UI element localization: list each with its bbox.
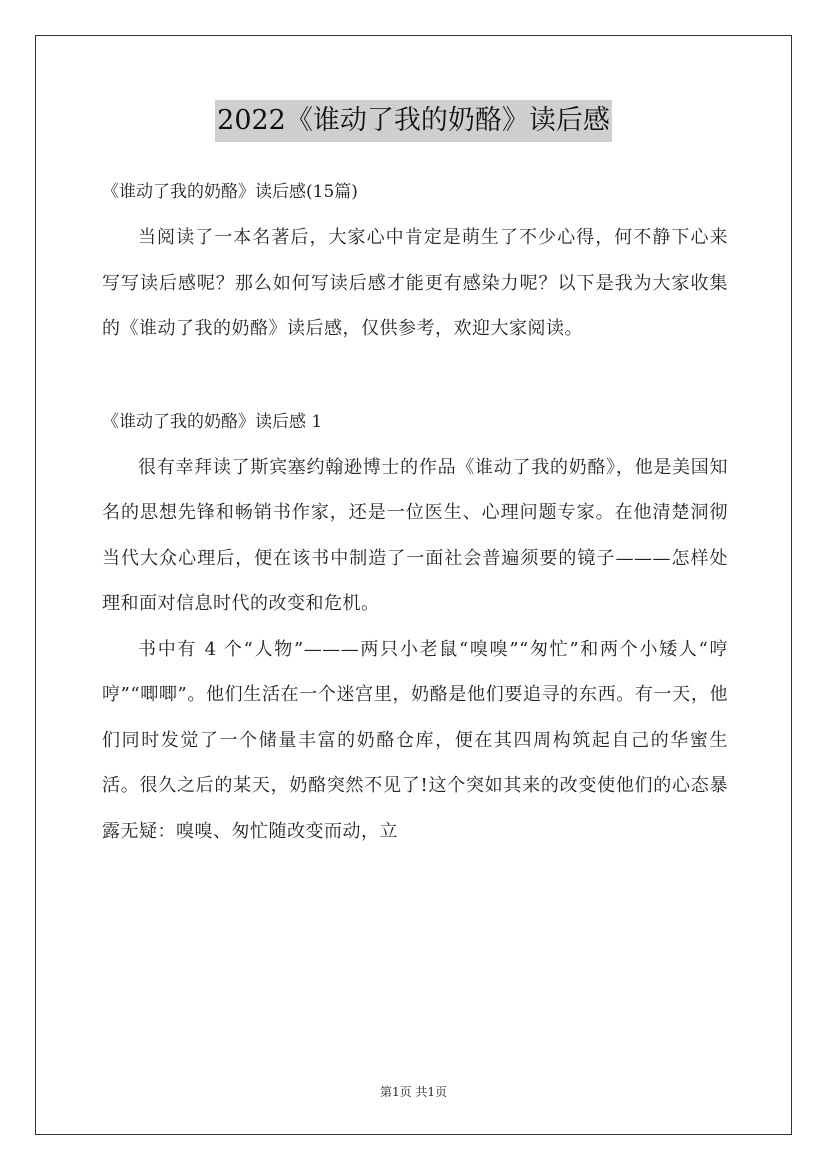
document-body xyxy=(102,170,728,854)
page-footer: 第1页 共1页 xyxy=(379,1085,448,1099)
body-paragraph-2: 书中有 4 个“人物”———两只小老鼠“嗅嗅”“匆忙”和两个小矮人“哼哼”“唧唧”。他们生活在一个迷宫里，奶酪是他们要追寻的东西。有一天，他们同时发觉了一个储量丰富的奶酪仓库，便在其四周构筑起自己的华蜜生活。很久之后的某天，奶酪突然不见了!这个突如其来的改变使他们的心态暴露无疑：嗅嗅、匆忙随改变而动，立 xyxy=(102,638,728,842)
section-gap xyxy=(102,352,728,400)
section-heading: 《谁动了我的奶酪》读后感 1 xyxy=(102,411,323,432)
intro-paragraph: 当阅读了一本名著后，大家心中肯定是萌生了不少心得，何不静下心来写写读后感呢？那么如何写读后感才能更有感染力呢？以下是我为大家收集的《谁动了我的奶酪》读后感，仅供参考，欢迎大家阅读。 xyxy=(102,227,728,339)
body-paragraph-1: 很有幸拜读了斯宾塞约翰逊博士的作品《谁动了我的奶酪》，他是美国知名的思想先锋和畅销书作家，还是一位医生、心理问题专家。在他清楚洞彻当代大众心理后，便在该书中制造了一面社会普遍须要的镜子———怎样处理和面对信息时代的改变和危机。 xyxy=(102,456,728,614)
document-title: 2022《谁动了我的奶酪》读后感 xyxy=(215,100,612,142)
title-wrap xyxy=(0,100,827,142)
document-subtitle: 《谁动了我的奶酪》读后感(15篇) xyxy=(102,182,358,202)
